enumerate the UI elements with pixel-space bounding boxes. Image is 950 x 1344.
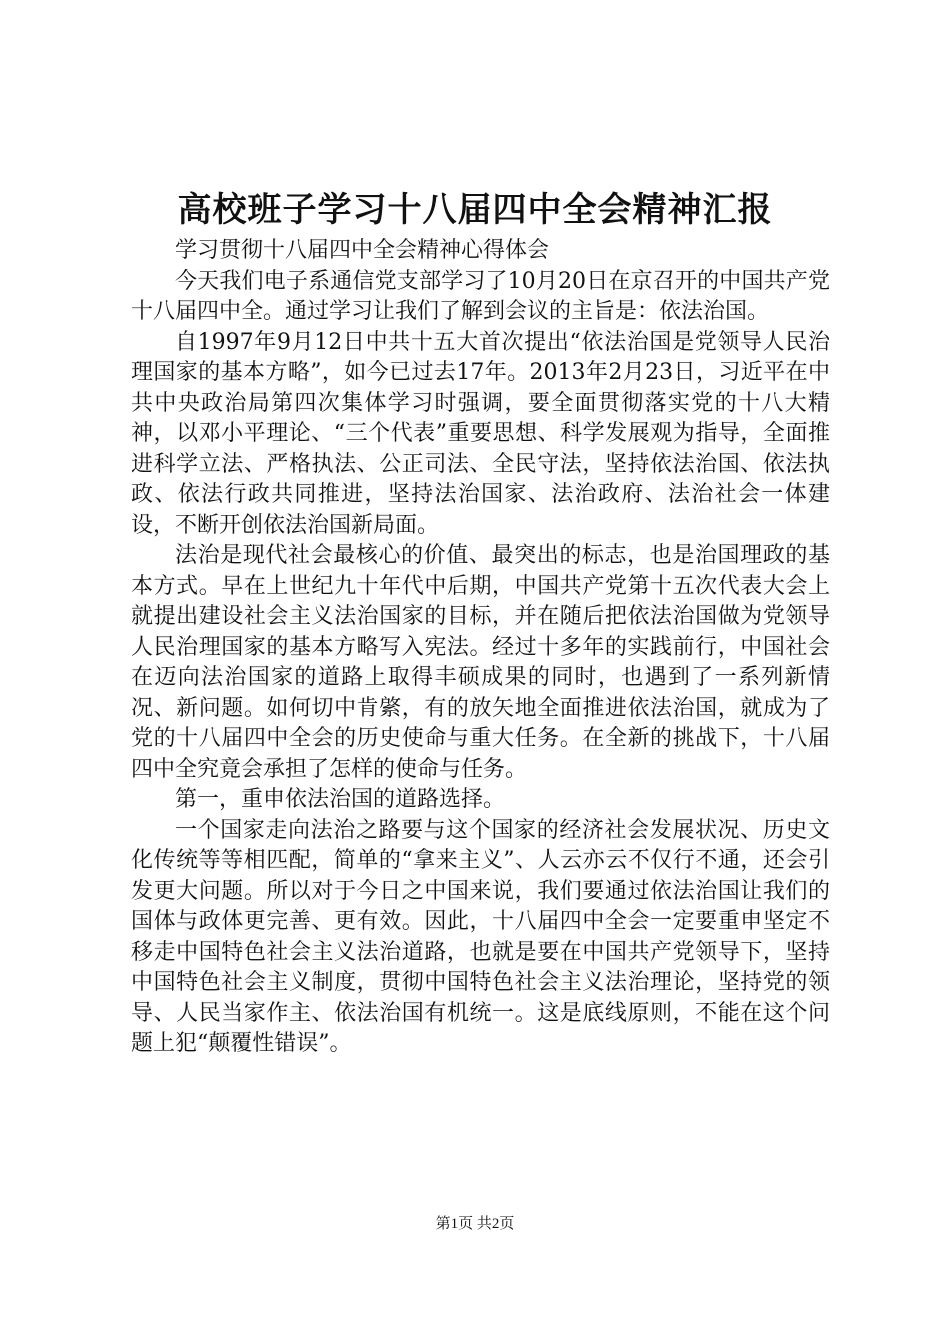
subtitle-paragraph: 学习贯彻十八届四中全会精神心得体会 [175, 238, 550, 263]
body-paragraph: 一个国家走向法治之路要与这个国家的经济社会发展状况、历史文化传统等等相匹配，简单的“拿来主义”、人云亦云不仅行不通，还会引发更大问题。所以对于今日之中国来说，我们要通过依法治国让我们的国体与政体更完善、更有效。因此，十八届四中全会一定要重申坚定不移走中国特色社会主义法治道路，也就是要在中国共产党领导下，坚持中国特色社会主义制度，贯彻中国特色社会主义法治理论，坚持党的领导、人民当家作主、依法治国有机统一。这是底线原则，不能在这个问题上犯“颠覆性错误”。 [131, 817, 830, 1056]
document-title: 高校班子学习十八届四中全会精神汇报 [177, 190, 773, 230]
document-body [131, 236, 830, 1060]
body-paragraph: 今天我们电子系通信党支部学习了10月20日在京召开的中国共产党十八届四中全。通过学习让我们了解到会议的主旨是：依法治国。 [131, 268, 830, 324]
page-footer: 第1页 共2页 [435, 1216, 515, 1232]
section-heading-paragraph: 第一，重申依法治国的道路选择。 [175, 787, 506, 812]
body-paragraph: 法治是现代社会最核心的价值、最突出的标志，也是治国理政的基本方式。早在上世纪九十年代中后期，中国共产党第十五次代表大会上就提出建设社会主义法治国家的目标，并在随后把依法治国做为党领导人民治理国家的基本方略写入宪法。经过十多年的实践前行，中国社会在迈向法治国家的道路上取得丰硕成果的同时，也遇到了一系列新情况、新问题。如何切中肯綮，有的放矢地全面推进依法治国，就成为了党的十八届四中全会的历史使命与重大任务。在全新的挑战下，十八届四中全究竟会承担了怎样的使命与任务。 [131, 543, 830, 782]
body-paragraph: 自1997年9月12日中共十五大首次提出“依法治国是党领导人民治理国家的基本方略”，如今已过去17年。2013年2月23日，习近平在中共中央政治局第四次集体学习时强调，要全面贯彻落实党的十八大精神，以邓小平理论、“三个代表”重要思想、科学发展观为指导，全面推进科学立法、严格执法、公正司法、全民守法，坚持依法治国、依法执政、依法行政共同推进，坚持法治国家、法治政府、法治社会一体建设，不断开创依法治国新局面。 [131, 329, 830, 538]
